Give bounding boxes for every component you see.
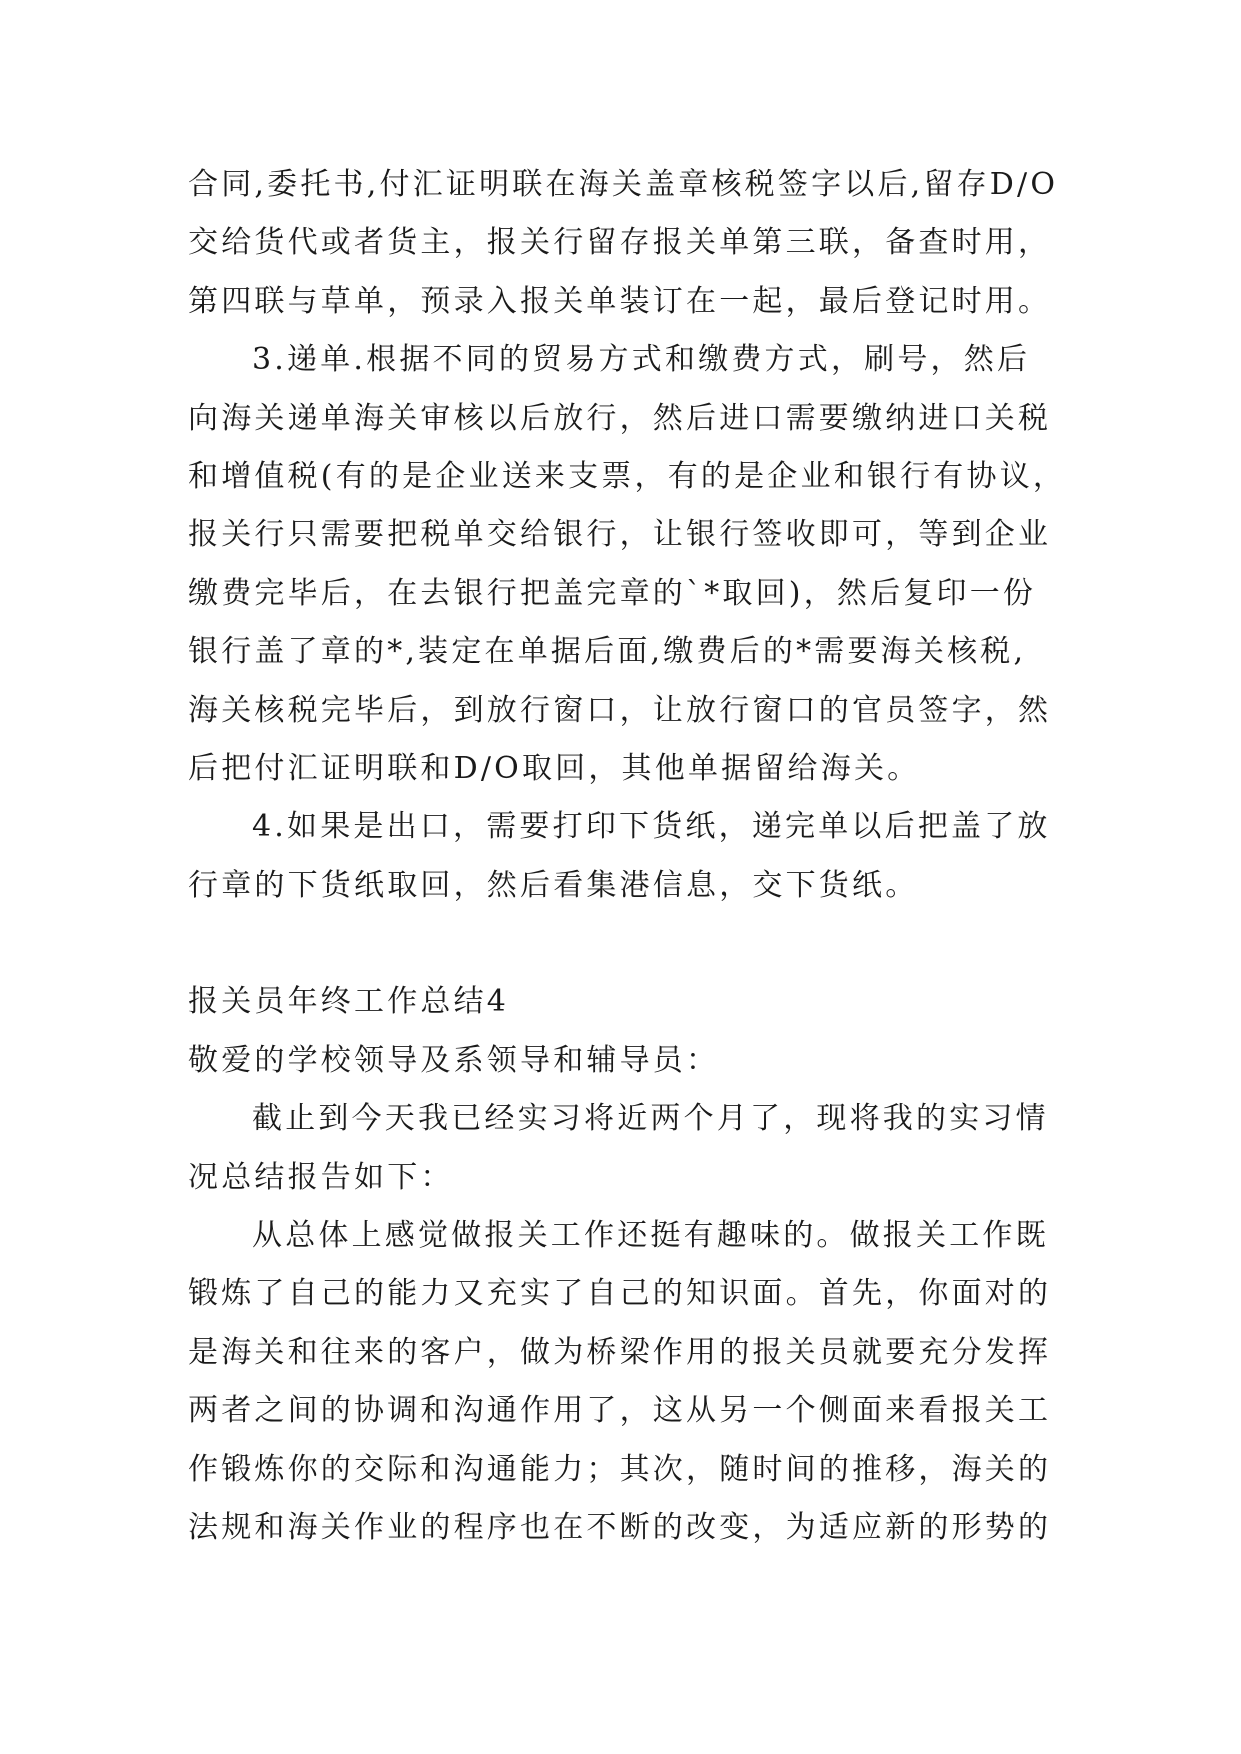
text-line: 截止到今天我已经实习将近两个月了，现将我的实习情 bbox=[252, 1101, 1049, 1137]
paragraph-intro bbox=[188, 1090, 1068, 1207]
section-title-text: 报关员年终工作总结4 bbox=[188, 984, 510, 1020]
text-line: 是海关和往来的客户，做为桥梁作用的报关员就要充分发挥 bbox=[188, 1334, 1052, 1370]
text-line: 第四联与草单，预录入报关单装订在一起，最后登记时用。 bbox=[188, 283, 1052, 319]
text-line: 合同,委托书,付汇证明联在海关盖章核税签字以后,留存D/O bbox=[188, 167, 1059, 202]
document-body bbox=[188, 156, 1068, 1557]
text-line: 作锻炼你的交际和沟通能力；其次，随时间的推移，海关的 bbox=[188, 1451, 1052, 1487]
text-line: 况总结报告如下： bbox=[188, 1159, 454, 1195]
section-title bbox=[188, 973, 1068, 1031]
paragraph-step-3 bbox=[188, 331, 1068, 798]
text-line: 交给货代或者货主，报关行留存报关单第三联，备查时用， bbox=[188, 225, 1052, 261]
text-line: 锻炼了自己的能力又充实了自己的知识面。首先，你面对的 bbox=[188, 1276, 1052, 1312]
text-line: 两者之间的协调和沟通作用了，这从另一个侧面来看报关工 bbox=[188, 1393, 1052, 1429]
text-line: 报关行只需要把税单交给银行，让银行签收即可，等到企业 bbox=[188, 517, 1052, 553]
text-line: 4.如果是出口，需要打印下货纸，递完单以后把盖了放 bbox=[252, 809, 1051, 845]
paragraph-spacer bbox=[188, 915, 1068, 973]
paragraph-overview bbox=[188, 1207, 1068, 1557]
text-line: 银行盖了章的*,装定在单据后面,缴费后的*需要海关核税, bbox=[188, 634, 1027, 670]
text-line: 和增值税(有的是企业送来支票，有的是企业和银行有协议， bbox=[188, 459, 1067, 495]
text-line: 海关核税完毕后，到放行窗口，让放行窗口的官员签字，然 bbox=[188, 692, 1052, 728]
text-line: 缴费完毕后，在去银行把盖完章的`*取回)，然后复印一份 bbox=[188, 575, 1037, 611]
salutation-text: 敬爱的学校领导及系领导和辅导员： bbox=[188, 1042, 720, 1078]
text-line: 从总体上感觉做报关工作还挺有趣味的。做报关工作既 bbox=[252, 1217, 1049, 1253]
paragraph-customs-documents bbox=[188, 156, 1068, 331]
paragraph-step-4 bbox=[188, 798, 1068, 915]
text-line: 后把付汇证明联和D/O取回，其他单据留给海关。 bbox=[188, 751, 921, 787]
text-line: 3.递单.根据不同的贸易方式和缴费方式，刷号，然后 bbox=[252, 342, 1031, 378]
text-line: 向海关递单海关审核以后放行，然后进口需要缴纳进口关税 bbox=[188, 400, 1052, 436]
salutation bbox=[188, 1032, 1068, 1090]
text-line: 法规和海关作业的程序也在不断的改变，为适应新的形势的 bbox=[188, 1509, 1052, 1545]
text-line: 行章的下货纸取回，然后看集港信息，交下货纸。 bbox=[188, 867, 919, 903]
